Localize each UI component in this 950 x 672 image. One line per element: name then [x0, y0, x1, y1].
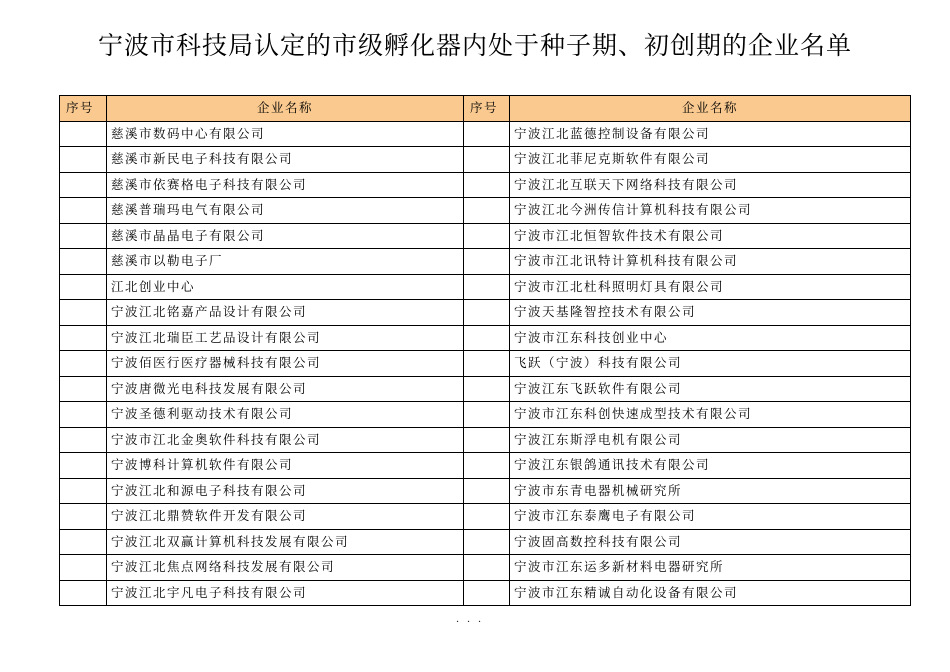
- company-name-right: 宁波固高数控科技有限公司: [510, 529, 911, 555]
- table-row: [60, 223, 911, 249]
- seq-right-cell: [464, 249, 510, 275]
- company-name-left: 慈溪市数码中心有限公司: [107, 121, 464, 147]
- company-name-left: 宁波市江北金奥软件科技有限公司: [107, 427, 464, 453]
- seq-left-cell: [60, 478, 107, 504]
- seq-right-cell: [464, 198, 510, 224]
- seq-left-cell: [60, 427, 107, 453]
- seq-right-cell: [464, 478, 510, 504]
- company-name-right: 宁波江东斯浮电机有限公司: [510, 427, 911, 453]
- seq-left-cell: [60, 555, 107, 581]
- seq-right-cell: [464, 121, 510, 147]
- table-row: [60, 504, 911, 530]
- table-row: [60, 402, 911, 428]
- header-seq-right: 序号: [464, 96, 510, 122]
- seq-left-cell: [60, 274, 107, 300]
- table-row: [60, 580, 911, 606]
- company-name-left: 宁波博科计算机软件有限公司: [107, 453, 464, 479]
- company-name-right: 宁波市江东科创快速成型技术有限公司: [510, 402, 911, 428]
- seq-left-cell: [60, 121, 107, 147]
- seq-right-cell: [464, 274, 510, 300]
- enterprise-table: [59, 95, 911, 606]
- page-footer: ．．．: [456, 614, 494, 625]
- company-name-left: 慈溪市以勒电子厂: [107, 249, 464, 275]
- seq-right-cell: [464, 453, 510, 479]
- seq-left-cell: [60, 172, 107, 198]
- company-name-left: 宁波江北双赢计算机科技发展有限公司: [107, 529, 464, 555]
- company-name-right: 宁波市江东泰鹰电子有限公司: [510, 504, 911, 530]
- seq-left-cell: [60, 325, 107, 351]
- seq-right-cell: [464, 555, 510, 581]
- company-name-left: 宁波圣德利驱动技术有限公司: [107, 402, 464, 428]
- table-body: [60, 121, 911, 606]
- seq-right-cell: [464, 351, 510, 377]
- seq-right-cell: [464, 325, 510, 351]
- seq-right-cell: [464, 223, 510, 249]
- table-row: [60, 325, 911, 351]
- table-row: [60, 121, 911, 147]
- company-name-left: 宁波江北瑞臣工艺品设计有限公司: [107, 325, 464, 351]
- header-name-right: 企业名称: [510, 96, 911, 122]
- seq-left-cell: [60, 376, 107, 402]
- company-name-right: 宁波市江北讯特计算机科技有限公司: [510, 249, 911, 275]
- company-name-right: 宁波市江东科技创业中心: [510, 325, 911, 351]
- seq-left-cell: [60, 300, 107, 326]
- table-row: [60, 249, 911, 275]
- company-name-right: 宁波江北今洲传信计算机科技有限公司: [510, 198, 911, 224]
- seq-left-cell: [60, 529, 107, 555]
- seq-left-cell: [60, 198, 107, 224]
- company-name-left: 宁波佰医行医疗器械科技有限公司: [107, 351, 464, 377]
- company-name-left: 宁波江北宇凡电子科技有限公司: [107, 580, 464, 606]
- seq-left-cell: [60, 504, 107, 530]
- header-name-left: 企业名称: [107, 96, 464, 122]
- company-name-left: 江北创业中心: [107, 274, 464, 300]
- company-name-right: 宁波江北互联天下网络科技有限公司: [510, 172, 911, 198]
- table-row: [60, 351, 911, 377]
- seq-right-cell: [464, 504, 510, 530]
- company-name-left: 宁波江北焦点网络科技发展有限公司: [107, 555, 464, 581]
- company-name-right: 宁波市江东精诚自动化设备有限公司: [510, 580, 911, 606]
- table-row: [60, 376, 911, 402]
- company-name-right: 宁波江北菲尼克斯软件有限公司: [510, 147, 911, 173]
- header-seq-left: 序号: [60, 96, 107, 122]
- seq-right-cell: [464, 427, 510, 453]
- company-name-left: 宁波江北和源电子科技有限公司: [107, 478, 464, 504]
- company-name-right: 宁波市江北杜科照明灯具有限公司: [510, 274, 911, 300]
- company-name-right: 宁波市东青电器机械研究所: [510, 478, 911, 504]
- company-name-left: 慈溪市晶晶电子有限公司: [107, 223, 464, 249]
- seq-right-cell: [464, 147, 510, 173]
- company-name-right: 宁波江东银鸽通讯技术有限公司: [510, 453, 911, 479]
- seq-left-cell: [60, 223, 107, 249]
- seq-left-cell: [60, 453, 107, 479]
- company-name-right: 宁波天基隆智控技术有限公司: [510, 300, 911, 326]
- company-name-right: 飞跃（宁波）科技有限公司: [510, 351, 911, 377]
- table-header-row: [60, 96, 911, 122]
- seq-left-cell: [60, 351, 107, 377]
- table-row: [60, 300, 911, 326]
- table-row: [60, 274, 911, 300]
- seq-right-cell: [464, 172, 510, 198]
- seq-right-cell: [464, 376, 510, 402]
- seq-right-cell: [464, 529, 510, 555]
- table-row: [60, 555, 911, 581]
- company-name-left: 宁波唐微光电科技发展有限公司: [107, 376, 464, 402]
- table-row: [60, 453, 911, 479]
- company-name-right: 宁波江东飞跃软件有限公司: [510, 376, 911, 402]
- company-name-left: 宁波江北鼎赞软件开发有限公司: [107, 504, 464, 530]
- company-name-right: 宁波市江北恒智软件技术有限公司: [510, 223, 911, 249]
- seq-right-cell: [464, 402, 510, 428]
- company-name-right: 宁波市江东运多新材料电器研究所: [510, 555, 911, 581]
- page-title: 宁波市科技局认定的市级孵化器内处于种子期、初创期的企业名单: [97, 31, 852, 60]
- table-row: [60, 147, 911, 173]
- company-name-left: 慈溪市依赛格电子科技有限公司: [107, 172, 464, 198]
- table-row: [60, 172, 911, 198]
- seq-left-cell: [60, 249, 107, 275]
- seq-left-cell: [60, 147, 107, 173]
- table-row: [60, 529, 911, 555]
- company-name-left: 慈溪市新民电子科技有限公司: [107, 147, 464, 173]
- table-row: [60, 478, 911, 504]
- company-name-right: 宁波江北蓝德控制设备有限公司: [510, 121, 911, 147]
- seq-right-cell: [464, 580, 510, 606]
- seq-left-cell: [60, 580, 107, 606]
- table-row: [60, 198, 911, 224]
- company-name-left: 宁波江北铭嘉产品设计有限公司: [107, 300, 464, 326]
- seq-left-cell: [60, 402, 107, 428]
- company-name-left: 慈溪普瑞玛电气有限公司: [107, 198, 464, 224]
- seq-right-cell: [464, 300, 510, 326]
- table-row: [60, 427, 911, 453]
